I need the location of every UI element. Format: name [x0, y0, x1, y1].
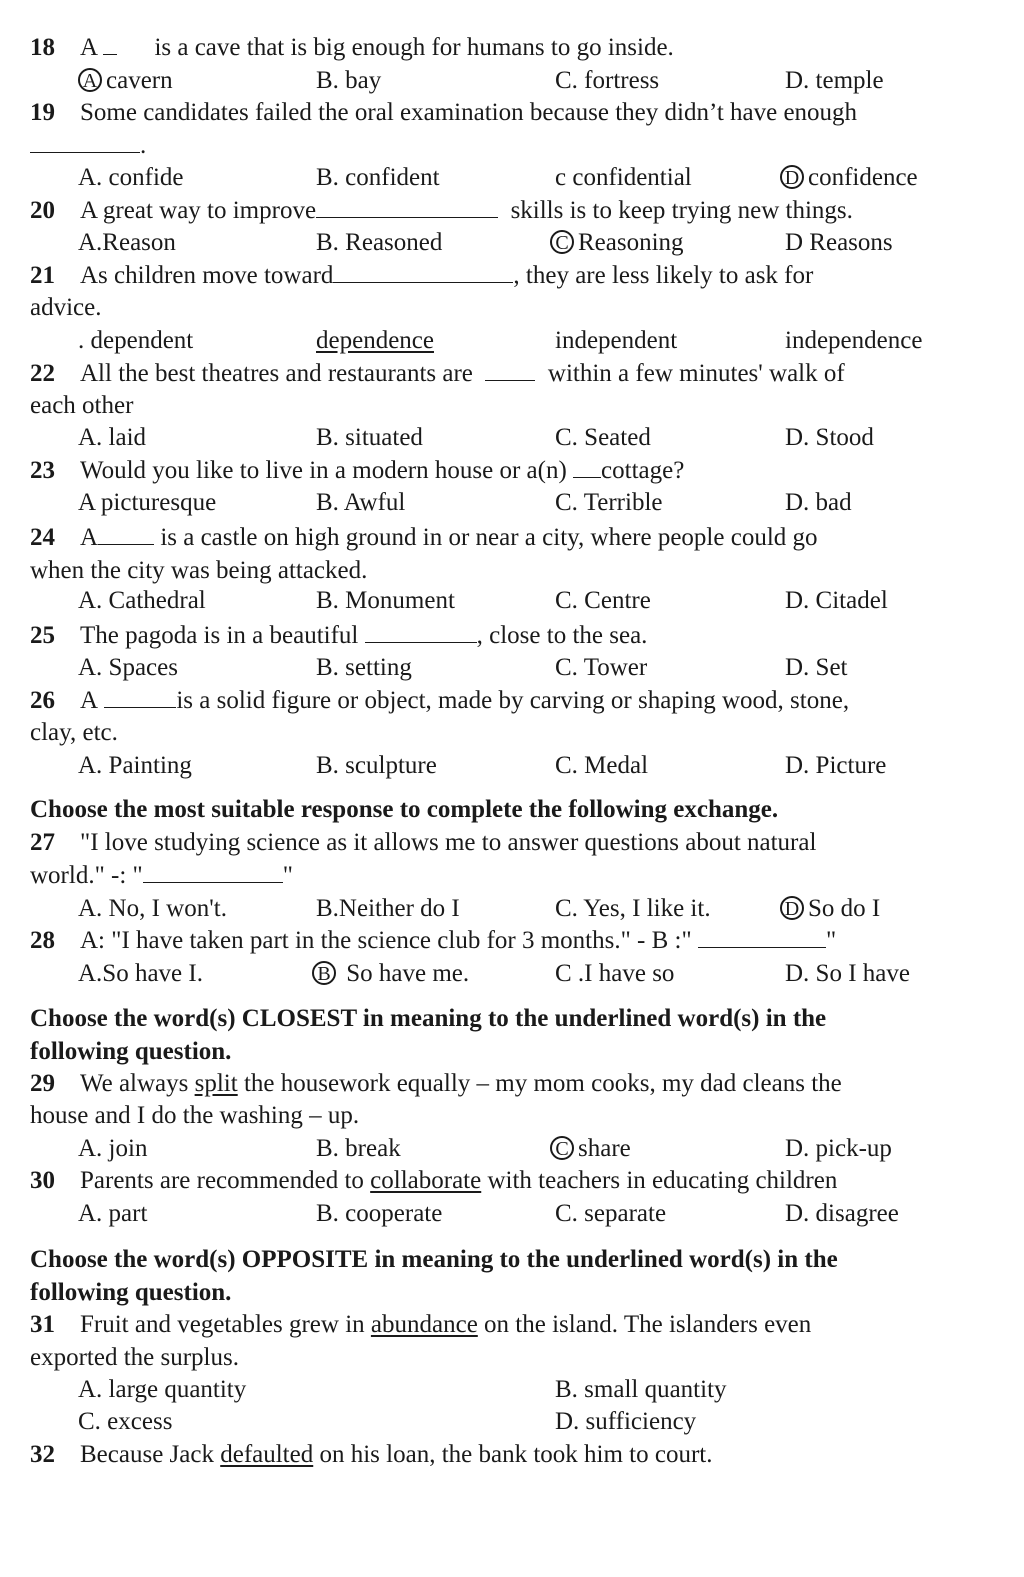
question-18	[30, 32, 994, 64]
question-28	[30, 925, 994, 957]
option-a[interactable]: A.So have I.	[78, 960, 203, 987]
option-d[interactable]: D Reasons	[785, 229, 893, 256]
option-c-selected[interactable]	[550, 227, 684, 259]
question-text: on his loan, the bank took him to court.	[319, 1441, 713, 1468]
options-27	[30, 893, 994, 925]
option-b[interactable]: B. sculpture	[316, 752, 437, 779]
answer-blank	[698, 927, 826, 948]
question-22-cont: each other	[30, 392, 134, 419]
options-18	[30, 65, 994, 97]
option-d[interactable]: D. Set	[785, 654, 848, 681]
question-text: Fruit and vegetables grew in	[80, 1311, 365, 1338]
options-21	[30, 325, 994, 357]
option-a[interactable]: A. Spaces	[78, 654, 178, 681]
selected-answer-circle: B	[312, 961, 336, 985]
options-22	[30, 422, 994, 454]
options-31-row2	[30, 1406, 994, 1438]
section-heading-opposite: Choose the word(s) OPPOSITE in meaning to the underlined word(s) in the	[30, 1246, 838, 1273]
question-text: We always	[80, 1070, 189, 1097]
option-c[interactable]: C. Centre	[555, 587, 651, 614]
answer-blank	[103, 34, 117, 55]
question-text: A	[80, 34, 97, 61]
option-d[interactable]: D. bad	[785, 489, 852, 516]
question-text: world." -: "	[30, 862, 143, 889]
option-c-selected[interactable]	[550, 1133, 631, 1165]
question-text: Would you like to live in a modern house or a(n)	[80, 457, 567, 484]
underlined-word: defaulted	[220, 1441, 314, 1468]
question-text: .	[140, 132, 147, 159]
option-a[interactable]: A. large quantity	[78, 1376, 247, 1403]
option-a[interactable]: . dependent	[78, 327, 194, 354]
options-24	[30, 585, 994, 617]
question-text: Some candidates failed the oral examination because they didn’t have enough	[80, 99, 858, 126]
selected-answer-circle: A	[78, 68, 102, 92]
question-number: 27	[30, 829, 55, 856]
option-a[interactable]: A. laid	[78, 424, 147, 451]
question-24	[30, 522, 994, 554]
underlined-word: abundance	[370, 1311, 478, 1338]
option-a[interactable]: A. No, I won't.	[78, 895, 227, 922]
question-text: skills is to keep trying new things.	[510, 197, 853, 224]
question-text: , close to the sea.	[476, 622, 648, 649]
question-number: 20	[30, 197, 55, 224]
option-b[interactable]: B. Reasoned	[316, 229, 443, 256]
underlined-word: collaborate	[370, 1167, 482, 1194]
question-number: 29	[30, 1070, 55, 1097]
option-d[interactable]: D. pick-up	[785, 1135, 892, 1162]
question-29-cont: house and I do the washing – up.	[30, 1102, 360, 1129]
question-number: 23	[30, 457, 55, 484]
question-text: on the island. The islanders even	[484, 1311, 812, 1338]
answer-blank	[316, 197, 498, 218]
option-d[interactable]: D. Stood	[785, 424, 874, 451]
question-29	[30, 1068, 994, 1100]
option-a[interactable]: A. Painting	[78, 752, 192, 779]
option-b[interactable]: dependence	[316, 327, 434, 354]
question-text: cottage?	[601, 457, 685, 484]
section-heading-closest-cont: following question.	[30, 1038, 232, 1065]
option-text: So have me.	[346, 960, 470, 987]
options-30	[30, 1198, 994, 1230]
option-d[interactable]: D. Citadel	[785, 587, 888, 614]
option-c[interactable]: C. Terrible	[555, 489, 663, 516]
option-c[interactable]: independent	[555, 327, 678, 354]
question-text: A	[80, 687, 99, 714]
question-text: , they are less likely to ask for	[513, 262, 814, 289]
selected-answer-circle: C	[550, 230, 574, 254]
selected-answer-circle: D	[780, 165, 804, 189]
question-27-cont	[30, 860, 994, 892]
option-c[interactable]: C .I have so	[555, 960, 675, 987]
selected-answer-circle: D	[780, 896, 804, 920]
question-number: 24	[30, 524, 55, 551]
option-b[interactable]: B. small quantity	[555, 1376, 727, 1403]
question-32	[30, 1439, 994, 1471]
option-d[interactable]: D. temple	[785, 67, 884, 94]
question-text: "	[282, 862, 293, 889]
options-28	[30, 958, 994, 990]
question-text: "	[825, 927, 837, 954]
selected-answer-circle: C	[550, 1136, 574, 1160]
question-27	[30, 827, 994, 859]
question-text: All the best theatres and restaurants are	[80, 360, 473, 387]
question-text: is a cave that is big enough for humans to go inside.	[154, 34, 674, 61]
option-b[interactable]: B. Monument	[316, 587, 455, 614]
question-text: Parents are recommended to	[80, 1167, 364, 1194]
option-c[interactable]: C. Tower	[555, 654, 648, 681]
question-23	[30, 455, 994, 487]
question-21-cont: advice.	[30, 294, 102, 321]
question-20	[30, 195, 994, 227]
question-number: 31	[30, 1311, 55, 1338]
question-24-cont: when the city was being attacked.	[30, 557, 368, 584]
answer-blank	[365, 622, 477, 643]
question-text: A: "I have taken part in the science club for 3 months." - B :"	[80, 927, 692, 954]
option-a[interactable]: A. part	[78, 1200, 148, 1227]
option-d-selected[interactable]	[780, 893, 880, 925]
question-text: As children move toward	[80, 262, 334, 289]
question-26	[30, 685, 994, 717]
option-c[interactable]: c confidential	[555, 164, 692, 191]
underlined-word: split	[194, 1070, 238, 1097]
question-number: 28	[30, 927, 55, 954]
question-number: 22	[30, 360, 55, 387]
option-c[interactable]: C. separate	[555, 1200, 667, 1227]
option-d[interactable]: D. sufficiency	[555, 1408, 697, 1435]
question-number: 25	[30, 622, 55, 649]
question-26-cont: clay, etc.	[30, 719, 118, 746]
option-d[interactable]: D. disagree	[785, 1200, 899, 1227]
option-b[interactable]: B. confident	[316, 164, 440, 191]
option-d[interactable]: D. So I have	[785, 960, 910, 987]
section-heading-closest: Choose the word(s) CLOSEST in meaning to the underlined word(s) in the	[30, 1005, 827, 1032]
question-text: Because Jack	[80, 1441, 214, 1468]
answer-blank	[30, 132, 140, 153]
option-a-selected[interactable]	[78, 65, 173, 97]
option-b[interactable]: B. bay	[316, 67, 382, 94]
options-31-row1	[30, 1374, 994, 1406]
options-25	[30, 652, 994, 684]
question-19	[30, 97, 994, 129]
question-number: 26	[30, 687, 55, 714]
answer-blank	[573, 457, 601, 478]
answer-blank	[333, 262, 513, 283]
option-b[interactable]: B.Neither do I	[316, 895, 460, 922]
answer-blank	[104, 687, 176, 708]
question-text: the housework equally – my mom cooks, my dad cleans the	[243, 1070, 842, 1097]
question-19-blank	[30, 130, 994, 162]
option-b-selected[interactable]	[312, 958, 469, 990]
options-20	[30, 227, 994, 259]
option-c[interactable]: C. Yes, I like it.	[555, 895, 711, 922]
option-text: confidence	[808, 164, 918, 191]
question-text: "I love studying science as it allows me to answer questions about natural	[80, 829, 817, 856]
options-19	[30, 162, 994, 194]
question-text: A	[80, 524, 99, 551]
question-21	[30, 260, 994, 292]
option-b[interactable]: B. situated	[316, 424, 423, 451]
answer-blank	[98, 524, 154, 545]
section-heading-exchange: Choose the most suitable response to complete the following exchange.	[30, 796, 779, 823]
question-text: with teachers in educating children	[487, 1167, 838, 1194]
option-text: Reasoning	[578, 229, 684, 256]
question-25	[30, 620, 994, 652]
option-c[interactable]: C. Seated	[555, 424, 651, 451]
question-text: The pagoda is in a beautiful	[80, 622, 359, 649]
option-text: So do I	[808, 895, 881, 922]
question-text: is a solid figure or object, made by carving or shaping wood, stone,	[176, 687, 850, 714]
option-d[interactable]: D. Picture	[785, 752, 887, 779]
answer-blank	[143, 862, 283, 883]
section-heading-opposite-cont: following question.	[30, 1279, 232, 1306]
option-c[interactable]: C. Medal	[555, 752, 649, 779]
option-b[interactable]: B. Awful	[316, 489, 406, 516]
question-number: 30	[30, 1167, 55, 1194]
question-text: within a few minutes' walk of	[547, 360, 845, 387]
options-29	[30, 1133, 994, 1165]
question-31-cont: exported the surplus.	[30, 1344, 239, 1371]
option-b[interactable]: B. break	[316, 1135, 401, 1162]
option-a[interactable]: A.Reason	[78, 229, 176, 256]
option-b[interactable]: B. setting	[316, 654, 412, 681]
question-number: 19	[30, 99, 55, 126]
options-26	[30, 750, 994, 782]
question-number: 18	[30, 34, 55, 61]
question-30	[30, 1165, 994, 1197]
question-31	[30, 1309, 994, 1341]
option-b[interactable]: B. cooperate	[316, 1200, 443, 1227]
option-text: cavern	[106, 67, 173, 94]
option-c[interactable]: C. excess	[78, 1408, 173, 1435]
option-d[interactable]: independence	[785, 327, 923, 354]
option-a[interactable]: A. Cathedral	[78, 587, 206, 614]
option-a[interactable]: A. join	[78, 1135, 148, 1162]
answer-blank	[485, 360, 535, 381]
option-d-selected[interactable]	[780, 162, 918, 194]
question-22	[30, 358, 994, 390]
question-text: is a castle on high ground in or near a city, where people could go	[160, 524, 818, 551]
question-number: 21	[30, 262, 55, 289]
option-c[interactable]: C. fortress	[555, 67, 660, 94]
option-a[interactable]: A picturesque	[78, 489, 217, 516]
option-a[interactable]: A. confide	[78, 164, 184, 191]
question-number: 32	[30, 1441, 55, 1468]
options-23	[30, 487, 994, 519]
option-text: share	[578, 1135, 631, 1162]
question-text: A great way to improve	[80, 197, 317, 224]
